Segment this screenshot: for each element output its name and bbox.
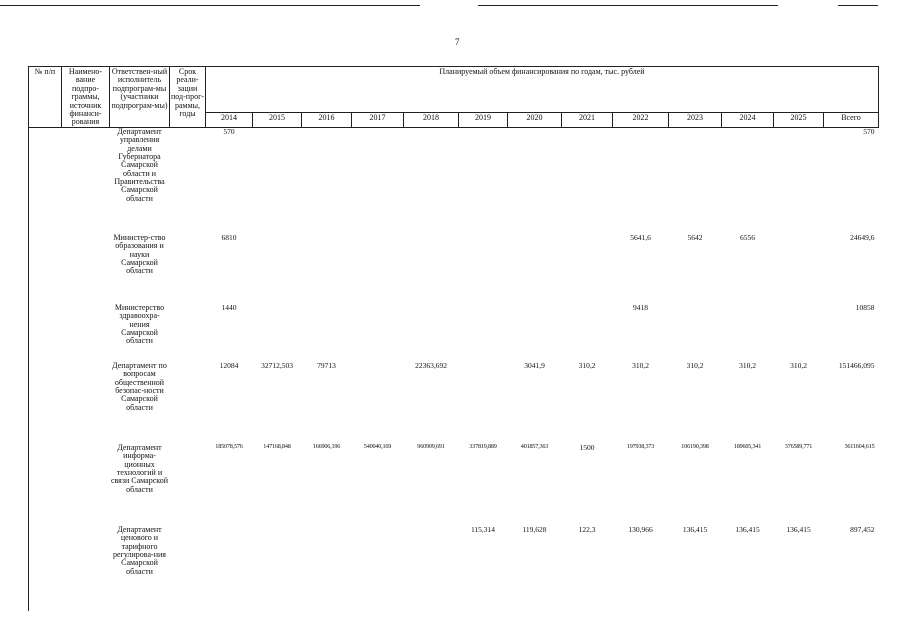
header-year: 2021 xyxy=(562,113,613,128)
row-value: 376589,771 xyxy=(784,442,813,450)
header-year: 2017 xyxy=(352,113,404,128)
row-value: 310,2 xyxy=(632,360,649,370)
row-value xyxy=(722,304,774,362)
row-value xyxy=(508,127,562,234)
row-value: 115,314 xyxy=(470,524,496,534)
table-row xyxy=(29,304,879,362)
row-value xyxy=(352,234,404,304)
row-executor: Департамент ценового и тарифного регулирова-ния Самарской области xyxy=(113,524,166,576)
table-row xyxy=(29,444,879,526)
row-value: 136,415 xyxy=(735,524,760,534)
row-value xyxy=(722,127,774,234)
row-value: 189605,341 xyxy=(733,442,762,450)
header-period: Срок реали-зации под-прог-раммы, годы xyxy=(170,67,206,128)
row-value xyxy=(404,234,459,304)
row-value xyxy=(459,234,508,304)
row-total: 151466,095 xyxy=(838,360,875,370)
row-value xyxy=(352,526,404,611)
row-executor: Департамент информа-ционных технологий и связи Самарской области xyxy=(110,442,169,494)
row-value xyxy=(669,304,722,362)
row-value: 310,2 xyxy=(578,360,596,370)
row-value xyxy=(459,127,508,234)
row-value xyxy=(562,234,613,304)
header-year: 2015 xyxy=(253,113,302,128)
row-value xyxy=(253,234,302,304)
row-value xyxy=(508,234,562,304)
row-value xyxy=(562,127,613,234)
row-value: 6556 xyxy=(740,232,755,242)
table-row xyxy=(29,234,879,304)
header-year: 2023 xyxy=(669,113,722,128)
row-value xyxy=(774,234,824,304)
row-value: 106190,398 xyxy=(681,442,709,450)
row-value: 32712,503 xyxy=(261,360,293,370)
row-value xyxy=(302,127,352,234)
row-executor: Департамент по вопросам общественной безопас-ности Самарской области xyxy=(112,360,167,412)
row-value xyxy=(562,304,613,362)
row-value: 6810 xyxy=(221,232,237,242)
row-value: 570 xyxy=(223,126,235,136)
row-value xyxy=(404,526,459,611)
header-total: Всего xyxy=(824,113,879,128)
row-value: 1440 xyxy=(221,302,237,312)
row-value: 185078,576 xyxy=(215,442,243,450)
row-value xyxy=(253,526,302,611)
row-total: 10858 xyxy=(855,302,875,312)
header-year: 2018 xyxy=(404,113,459,128)
row-total: 570 xyxy=(863,126,875,136)
row-value: 310,2 xyxy=(790,360,807,370)
top-rule-right xyxy=(838,5,878,6)
row-value xyxy=(253,127,302,234)
header-year: 2020 xyxy=(508,113,562,128)
row-value: 136,415 xyxy=(786,524,811,534)
row-value xyxy=(302,526,352,611)
header-year: 2016 xyxy=(302,113,352,128)
row-value: 337819,889 xyxy=(469,442,497,450)
row-value xyxy=(459,362,508,444)
financing-table xyxy=(28,66,879,611)
page-number: 7 xyxy=(455,37,460,47)
top-rule-mid xyxy=(478,5,778,6)
header-year: 2024 xyxy=(722,113,774,128)
row-value xyxy=(253,304,302,362)
row-value: 5642 xyxy=(687,232,703,242)
header-year: 2025 xyxy=(774,113,824,128)
row-value xyxy=(508,304,562,362)
row-value: 136,415 xyxy=(682,524,708,534)
table-row xyxy=(29,526,879,611)
row-value xyxy=(302,304,352,362)
row-value xyxy=(613,127,669,234)
row-value xyxy=(404,304,459,362)
row-executor: Департамент управления делами Губернатора Самарской области и Правительства Самарской области xyxy=(114,126,165,203)
header-name: Наимено-вание подпро-граммы, источник финанси-рования xyxy=(62,67,110,128)
row-value xyxy=(352,362,404,444)
row-value xyxy=(302,234,352,304)
row-value: 22363,692 xyxy=(415,360,447,370)
header-year: 2014 xyxy=(206,113,253,128)
header-num: № п/п xyxy=(29,67,62,128)
row-value xyxy=(206,526,253,611)
row-value: 310,2 xyxy=(739,360,756,370)
row-value: 960909,691 xyxy=(417,442,445,450)
top-rule-left xyxy=(0,5,420,6)
row-value: 79713 xyxy=(317,360,336,370)
row-executor: Министерство здравоохра-нения Самарской области xyxy=(114,302,165,346)
row-value xyxy=(352,127,404,234)
table-row xyxy=(29,362,879,444)
header-executor: Ответствен-ный исполнитель подпрограм-мы (участники подпрограм-мы) xyxy=(110,67,170,128)
row-value: 5641,6 xyxy=(630,232,651,242)
row-executor: Министер-ство образования и науки Самарской области xyxy=(113,232,166,276)
header-plan-title: Планируемый объем финансирования по годам, тыс. рублей xyxy=(206,67,879,113)
row-value xyxy=(459,304,508,362)
row-value: 9418 xyxy=(633,302,648,312)
row-value: 3041,9 xyxy=(524,360,545,370)
table-row xyxy=(29,127,879,234)
row-total: 24649,6 xyxy=(850,232,875,242)
row-value xyxy=(669,127,722,234)
header-year: 2022 xyxy=(613,113,669,128)
row-value: 401857,363 xyxy=(520,442,549,450)
row-value xyxy=(774,127,824,234)
row-value: 119,628 xyxy=(522,524,547,534)
row-value: 540040,169 xyxy=(363,442,392,450)
row-value: 166906,196 xyxy=(312,442,341,450)
header-year: 2019 xyxy=(459,113,508,128)
row-value xyxy=(352,304,404,362)
row-value: 310,2 xyxy=(686,360,704,370)
row-value: 1500 xyxy=(579,442,595,452)
row-value: 12084 xyxy=(219,360,239,370)
row-value xyxy=(404,127,459,234)
row-value: 147168,848 xyxy=(263,442,291,450)
row-total: 3611604,615 xyxy=(844,442,875,450)
row-value: 197938,373 xyxy=(626,442,655,450)
row-value xyxy=(774,304,824,362)
row-total: 897,452 xyxy=(850,524,875,534)
row-value: 122,3 xyxy=(578,524,596,534)
row-value: 130,966 xyxy=(628,524,653,534)
